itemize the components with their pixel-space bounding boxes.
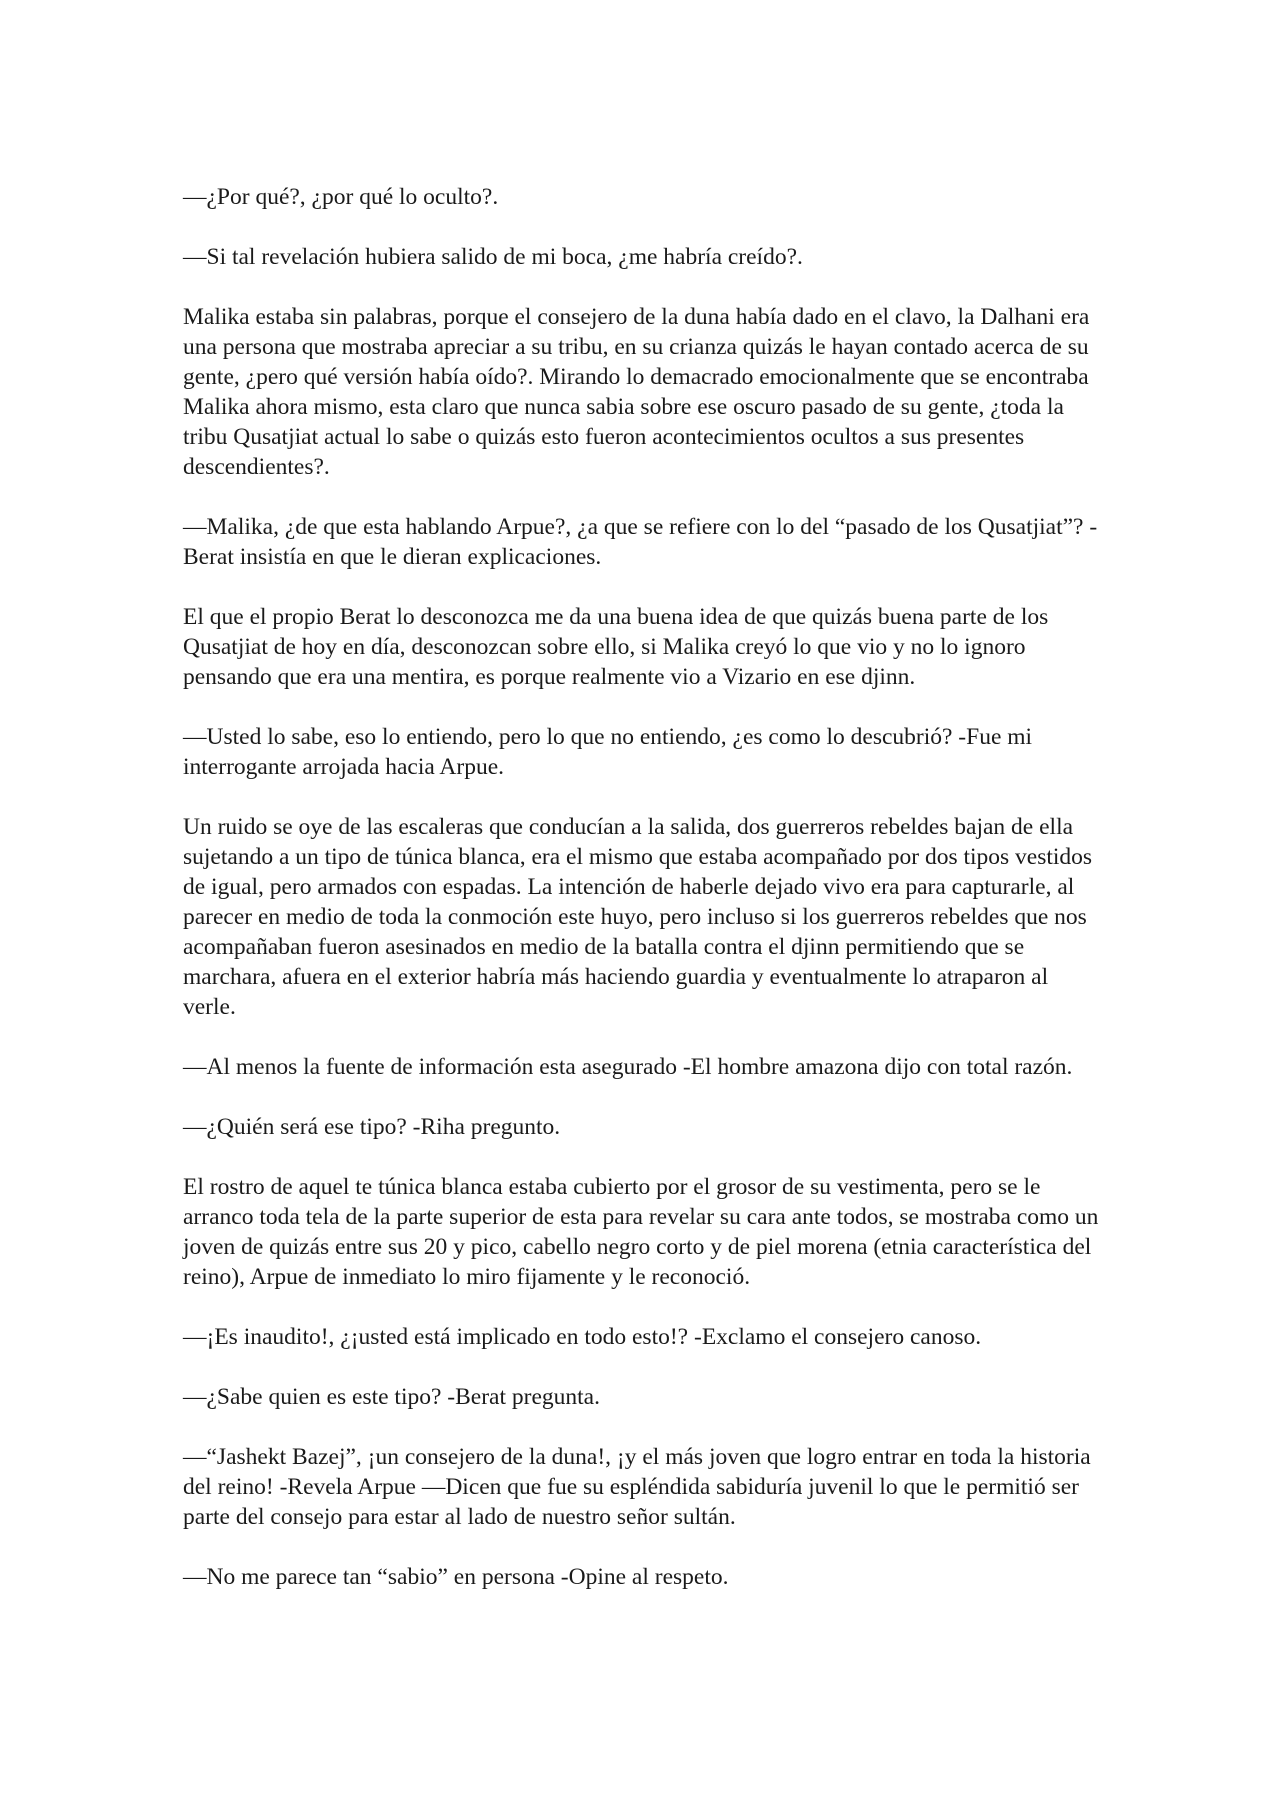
paragraph: —¿Por qué?, ¿por qué lo oculto?. — [183, 184, 499, 210]
paragraph: —Malika, ¿de que esta hablando Arpue?, ¿a que se refiere con lo del “pasado de los Qusatjiat”? -Berat insistía en que le dieran explicaciones. — [183, 514, 1098, 570]
paragraph: —Al menos la fuente de información esta asegurado -El hombre amazona dijo con total razón. — [183, 1054, 1073, 1080]
paragraph: —¡Es inaudito!, ¿¡usted está implicado en todo esto!? -Exclamo el consejero canoso. — [183, 1324, 982, 1350]
paragraph: Malika estaba sin palabras, porque el consejero de la duna había dado en el clavo, la Dalhani era una persona que mostraba apreciar a su tribu, en su crianza quizás le hayan contado acerca de su gente, ¿pero qué versión había oído?. Mirando lo demacrado emocionalmente que se encontraba Malika ahora mismo, esta claro que nunca sabia sobre ese oscuro pasado de su gente, ¿toda la tribu Qusatjiat actual lo sabe o quizás esto fueron acontecimientos ocultos a sus presentes descendientes?. — [183, 304, 1090, 480]
paragraph: El que el propio Berat lo desconozca me da una buena idea de que quizás buena parte de los Qusatjiat de hoy en día, desconozcan sobre ello, si Malika creyó lo que vio y no lo ignoro pensando que era una mentira, es porque realmente vio a Vizario en ese djinn. — [183, 604, 1049, 690]
paragraph: —Usted lo sabe, eso lo entiendo, pero lo que no entiendo, ¿es como lo descubrió? -Fue mi interrogante arrojada hacia Arpue. — [183, 724, 1033, 780]
paragraph: Un ruido se oye de las escaleras que conducían a la salida, dos guerreros rebeldes bajan de ella sujetando a un tipo de túnica blanca, era el mismo que estaba acompañado por dos tipos vestidos de igual, pero armados con espadas. La intención de haberle dejado vivo era para capturarle, al parecer en medio de toda la conmoción este huyo, pero incluso si los guerreros rebeldes que nos acompañaban fueron asesinados en medio de la batalla contra el djinn permitiendo que se marchara, afuera en el exterior habría más haciendo guardia y eventualmente lo atraparon al verle. — [183, 814, 1093, 1020]
paragraph: —¿Quién será ese tipo? -Riha pregunto. — [183, 1114, 561, 1140]
paragraph: El rostro de aquel te túnica blanca estaba cubierto por el grosor de su vestimenta, pero se le arranco toda tela de la parte superior de esta para revelar su cara ante todos, se mostraba como un joven de quizás entre sus 20 y pico, cabello negro corto y de piel morena (etnia característica del reino), Arpue de inmediato lo miro fijamente y le reconoció. — [183, 1174, 1099, 1290]
paragraph: —“Jashekt Bazej”, ¡un consejero de la duna!, ¡y el más joven que logro entrar en toda la historia del reino! -Revela Arpue —Dicen que fue su espléndida sabiduría juvenil lo que le permitió ser parte del consejo para estar al lado de nuestro señor sultán. — [183, 1444, 1091, 1530]
paragraph: —No me parece tan “sabio” en persona -Opine al respeto. — [183, 1564, 729, 1590]
paragraph: —¿Sabe quien es este tipo? -Berat pregunta. — [183, 1384, 600, 1410]
paragraph: —Si tal revelación hubiera salido de mi boca, ¿me habría creído?. — [183, 244, 803, 270]
body-text — [183, 182, 1103, 1622]
